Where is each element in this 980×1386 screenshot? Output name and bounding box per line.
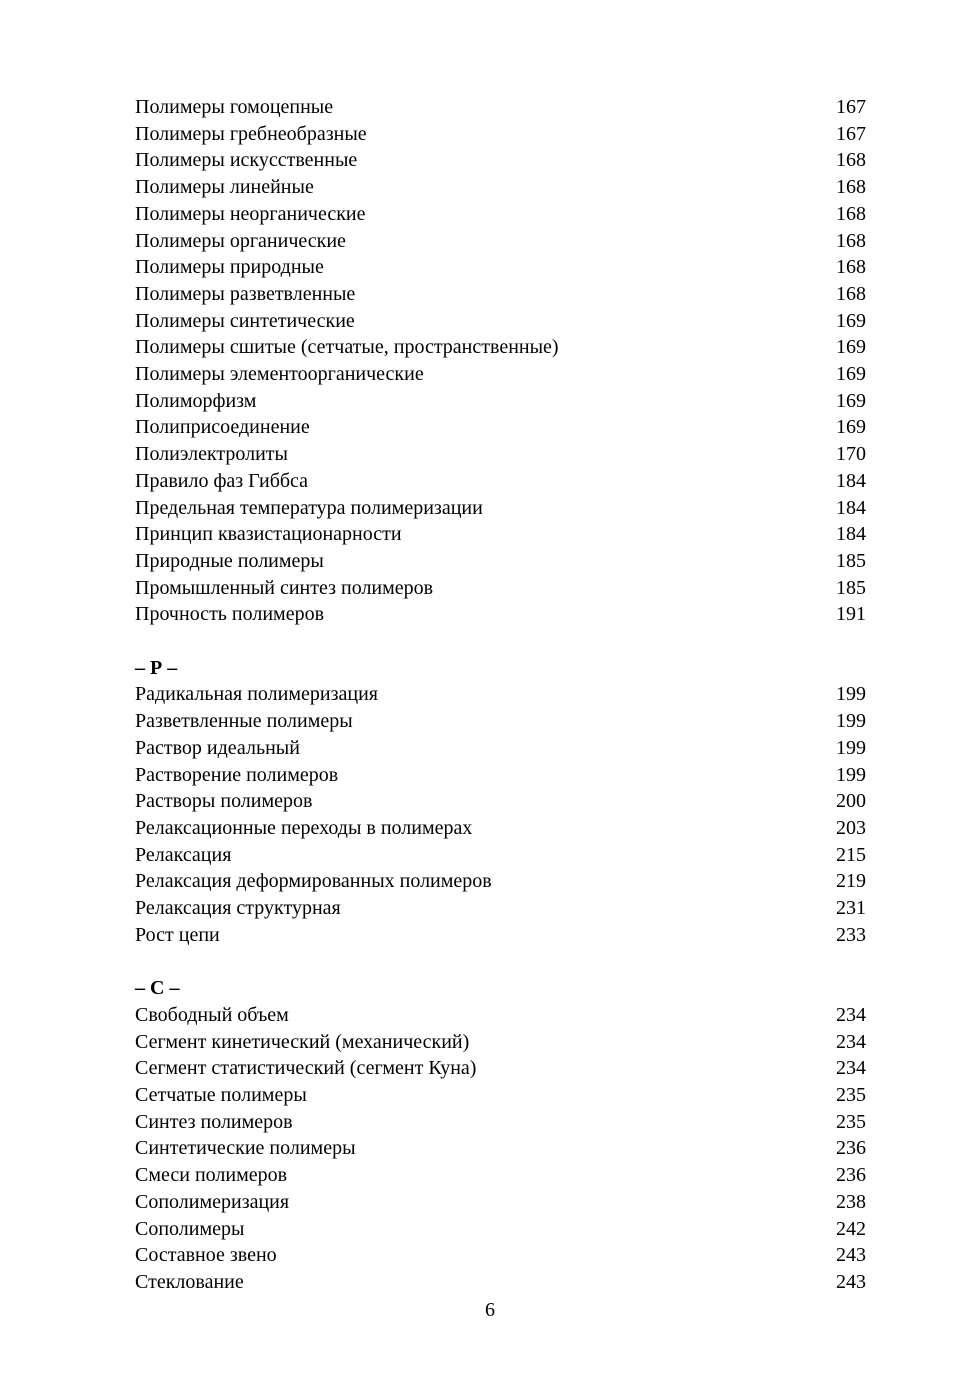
index-entry-page: 185 <box>836 549 866 572</box>
index-entry-row <box>135 842 866 869</box>
index-entry-page: 235 <box>836 1110 866 1133</box>
index-entry-page: 233 <box>836 923 866 946</box>
index-entry-title: Полиморфизм <box>135 389 257 412</box>
index-entry-row <box>135 1216 866 1243</box>
index-entry-title: Релаксация структурная <box>135 897 341 920</box>
index-entry-title: Релаксация деформированных полимеров <box>135 870 492 893</box>
index-entry-row <box>135 575 866 602</box>
index-entry-page: 235 <box>836 1083 866 1106</box>
index-entry-page: 168 <box>836 282 866 305</box>
index-entry-row <box>135 895 866 922</box>
index-entry-row <box>135 521 866 548</box>
index-entry-page: 185 <box>836 576 866 599</box>
index-entry-page: 236 <box>836 1164 866 1187</box>
index-entry-title: Полимеры неорганические <box>135 202 366 225</box>
index-entry-row <box>135 468 866 495</box>
index-entry-row <box>135 94 866 121</box>
index-entry-row <box>135 1029 866 1056</box>
index-entry-row <box>135 868 866 895</box>
index-entry-page: 234 <box>836 1030 866 1053</box>
index-entry-page: 168 <box>836 256 866 279</box>
index-entry-page: 242 <box>836 1217 866 1240</box>
index-entry-page: 167 <box>836 96 866 118</box>
index-entry-page: 170 <box>836 443 866 466</box>
section-heading: – Р – <box>135 656 178 679</box>
index-entry-page: 199 <box>836 683 866 706</box>
index-entry-page: 169 <box>836 416 866 439</box>
index-entry-title: Полимеры искусственные <box>135 149 358 172</box>
index-entry-title: Промышленный синтез полимеров <box>135 576 434 599</box>
index-entry-page: 203 <box>836 816 866 839</box>
index-entry-row <box>135 1189 866 1216</box>
index-entry-title: Сетчатые полимеры <box>135 1083 307 1106</box>
index-entry-row <box>135 495 866 522</box>
index-entry-title: Полимеры разветвленные <box>135 282 356 305</box>
index-entry-row <box>135 1082 866 1109</box>
index-entry-row <box>135 174 866 201</box>
index-entry-title: Полимеры гребнеобразные <box>135 122 367 145</box>
index-entry-page: 184 <box>836 523 866 546</box>
index-entry-row <box>135 388 866 415</box>
index-entry-title: Раствор идеальный <box>135 736 300 759</box>
index-entry-row <box>135 1269 866 1296</box>
index-entry-title: Полиприсоединение <box>135 416 310 439</box>
index-entry-title: Сополимеризация <box>135 1190 290 1213</box>
footer-page-number: 6 <box>485 1299 495 1321</box>
index-entry-row <box>135 601 866 628</box>
index-entry-row <box>135 441 866 468</box>
index-entry-page: 184 <box>836 469 866 492</box>
index-entry-title: Смеси полимеров <box>135 1164 288 1187</box>
index-entry-title: Предельная температура полимеризации <box>135 496 483 519</box>
index-entry-title: Сегмент кинетический (механический) <box>135 1030 470 1053</box>
index-entry-title: Полимеры сшитые (сетчатые, пространственные) <box>135 336 559 359</box>
index-entry-row <box>135 762 866 789</box>
index-entry-row <box>135 1162 866 1189</box>
index-entry-title: Составное звено <box>135 1244 277 1267</box>
index-entry-row <box>135 254 866 281</box>
index-entry-row <box>135 1055 866 1082</box>
index-entry-page: 199 <box>836 763 866 786</box>
index-entry-title: Прочность полимеров <box>135 603 325 626</box>
index-entry-row <box>135 414 866 441</box>
index-entry-title: Разветвленные полимеры <box>135 710 353 733</box>
index-entry-row <box>135 1135 866 1162</box>
index-entry-row <box>135 201 866 228</box>
index-entry-row <box>135 228 866 255</box>
index-entry-row <box>135 121 866 148</box>
index-entry-title: Полимеры синтетические <box>135 309 355 332</box>
index-entry-row <box>135 281 866 308</box>
index-entry-title: Растворы полимеров <box>135 790 313 813</box>
index-list <box>135 94 866 1296</box>
index-entry-row <box>135 1109 866 1136</box>
index-entry-page: 219 <box>836 870 866 893</box>
index-entry-page: 167 <box>836 122 866 145</box>
index-entry-page: 238 <box>836 1190 866 1213</box>
index-entry-page: 168 <box>836 176 866 199</box>
index-entry-title: Природные полимеры <box>135 549 324 572</box>
index-entry-row <box>135 308 866 335</box>
index-entry-page: 169 <box>836 336 866 359</box>
index-entry-title: Полиэлектролиты <box>135 443 288 466</box>
index-entry-page: 200 <box>836 790 866 813</box>
index-entry-title: Релаксационные переходы в полимерах <box>135 816 473 839</box>
index-entry-page: 191 <box>836 603 866 626</box>
index-entry-row <box>135 1242 866 1269</box>
section-heading: – С – <box>135 977 180 1000</box>
index-entry-row <box>135 788 866 815</box>
index-entry-page: 243 <box>836 1270 866 1293</box>
index-entry-title: Правило фаз Гиббса <box>135 469 309 492</box>
index-entry-title: Свободный объем <box>135 1003 289 1026</box>
index-entry-title: Рост цепи <box>135 923 220 946</box>
index-entry-row <box>135 922 866 949</box>
index-entry-title: Синтетические полимеры <box>135 1137 356 1160</box>
index-entry-page: 168 <box>836 202 866 225</box>
index-entry-title: Стеклование <box>135 1270 244 1293</box>
index-entry-title: Сополимеры <box>135 1217 245 1240</box>
index-entry-title: Синтез полимеров <box>135 1110 293 1133</box>
index-entry-page: 199 <box>836 710 866 733</box>
index-entry-title: Релаксация <box>135 843 232 866</box>
index-entry-row <box>135 1002 866 1029</box>
index-entry-page: 168 <box>836 229 866 252</box>
index-entry-row <box>135 735 866 762</box>
index-entry-page: 243 <box>836 1244 866 1267</box>
index-entry-page: 234 <box>836 1003 866 1026</box>
index-entry-title: Растворение полимеров <box>135 763 339 786</box>
index-entry-row <box>135 681 866 708</box>
index-entry-title: Принцип квазистационарности <box>135 523 402 546</box>
index-entry-page: 169 <box>836 309 866 332</box>
index-entry-page: 199 <box>836 736 866 759</box>
index-entry-page: 169 <box>836 389 866 412</box>
index-entry-page: 184 <box>836 496 866 519</box>
index-entry-title: Радикальная полимеризация <box>135 683 378 706</box>
index-entry-page: 168 <box>836 149 866 172</box>
index-entry-page: 169 <box>836 363 866 386</box>
index-entry-row <box>135 815 866 842</box>
index-entry-row <box>135 548 866 575</box>
index-entry-page: 236 <box>836 1137 866 1160</box>
index-entry-page: 234 <box>836 1057 866 1080</box>
index-entry-title: Полимеры гомоцепные <box>135 96 334 118</box>
index-entry-row <box>135 361 866 388</box>
index-entry-title: Полимеры элементоорганические <box>135 363 424 386</box>
index-entry-title: Сегмент статистический (сегмент Куна) <box>135 1057 477 1080</box>
index-entry-page: 215 <box>836 843 866 866</box>
index-entry-page: 231 <box>836 897 866 920</box>
index-entry-title: Полимеры природные <box>135 256 324 279</box>
index-entry-title: Полимеры органические <box>135 229 346 252</box>
index-entry-row <box>135 147 866 174</box>
index-entry-title: Полимеры линейные <box>135 176 314 199</box>
index-entry-row <box>135 708 866 735</box>
index-entry-row <box>135 334 866 361</box>
